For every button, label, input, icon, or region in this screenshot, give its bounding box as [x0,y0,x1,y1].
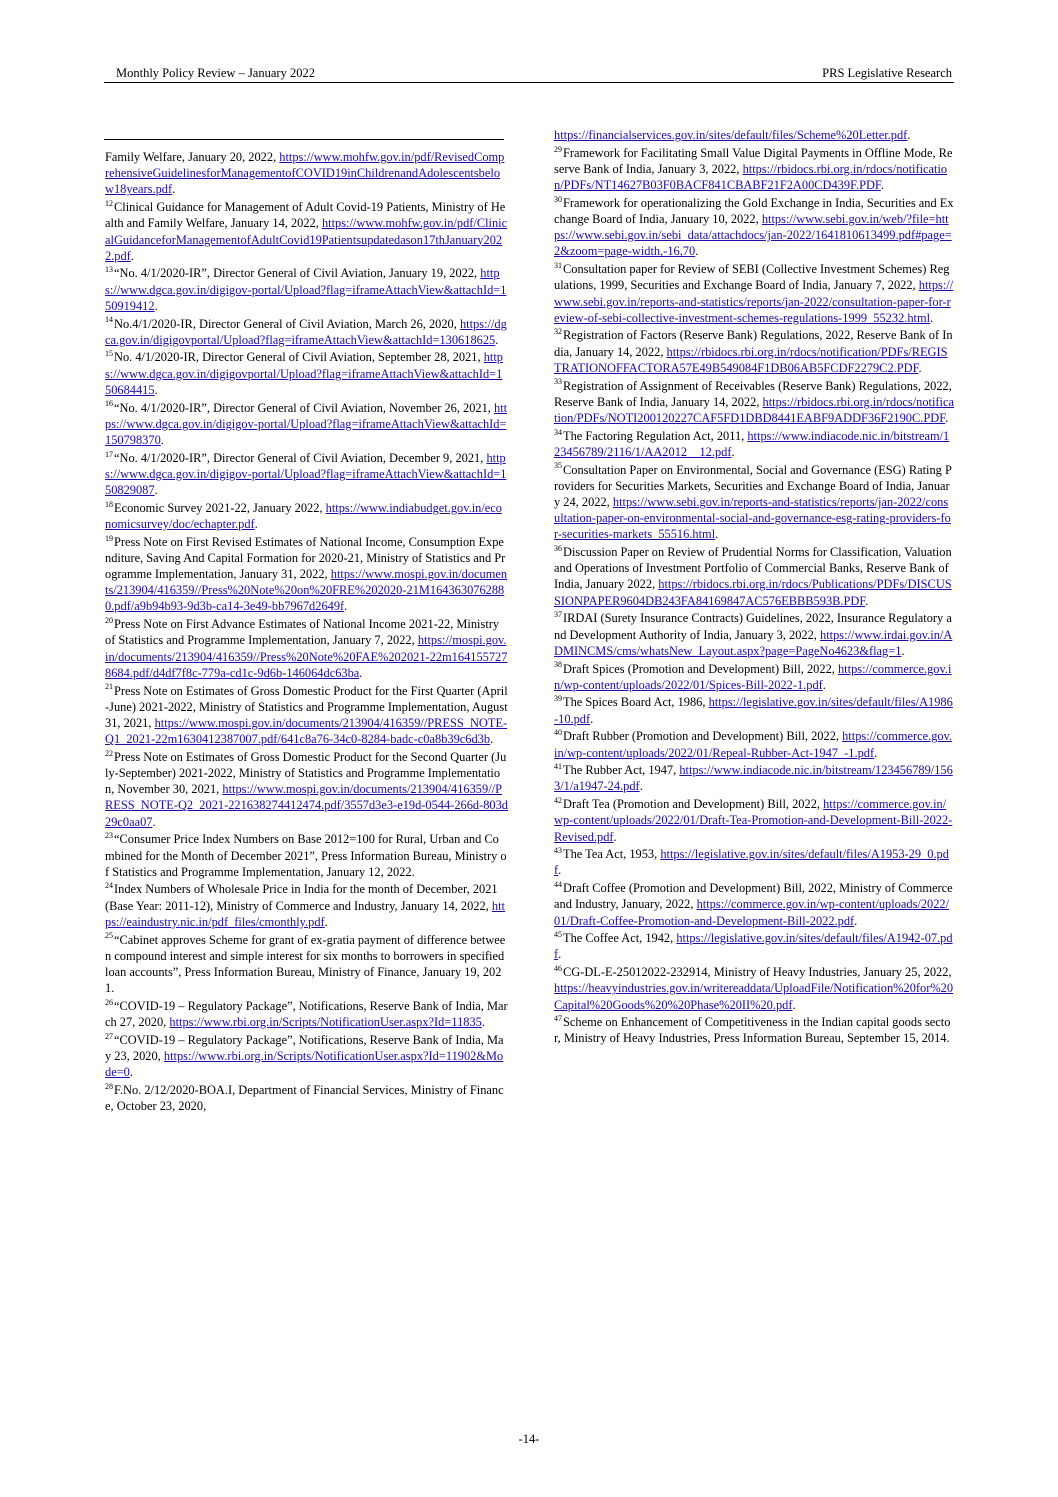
page-header [104,66,954,83]
footnote-text: Framework for Facilitating Small Value Digital Payments in Offline Mode, Reserve Bank of India, January 3, 2022, [554,145,953,176]
footnote-text: Press Note on First Revised Estimates of National Income, Consumption Expenditure, Saving And Capital Formation for 2020-21, Ministry of Statistics and Programme Implementation, January 31, 2022, [105,534,506,582]
footnote-link[interactable]: https://www.indiabudget.gov.in/economicsurvey/doc/echapter.pdf [105,500,502,531]
footnote-link[interactable]: https://www.mohfw.gov.in/pdf/ClinicalGuidanceforManagementofAdultCovid19Patientsupdatedason17thJanuary2022.pdf [105,216,508,263]
footnote-22 [105,749,508,830]
header-organization: PRS Legislative Research [822,66,952,80]
footnote-link[interactable]: https://dgca.gov.in/digigovportal/Upload?flag=iframeAttachView&attachId=130618625 [105,316,507,347]
footnote-end-punctuation: . [154,382,158,397]
footnote-number: 18 [105,499,113,509]
footnote-end-punctuation: . [160,432,164,447]
footnote-number: 33 [554,377,562,387]
footnote-24 [105,881,508,930]
footnote-link[interactable]: https://commerce.gov.in/wp-content/uploads/2022/01/Spices-Bill-2022-1.pdf [554,661,952,692]
footnote-end-punctuation: . [558,947,562,962]
footnote-number: 19 [105,533,113,543]
footnote-link[interactable]: https://commerce.gov.in/wp-content/uploads/2022/01/Draft-Tea-Promotion-and-Development-Bill-2022-Revised.pdf [554,797,953,844]
footnote-link[interactable]: https://www.mospi.gov.in/documents/213904/416359//Press%20Note%20on%20FRE%202020-21M1643630762880.pdf/a9b94b93-9d3b-ca14-3e49-bb7967d2649f [105,567,508,614]
footnote-text: Scheme on Enhancement of Competitiveness in the Indian capital goods sector, Ministry of Heavy Industries, Press Information Bureau, September 15, 2014. [554,1015,951,1046]
footnote-link[interactable]: https://www.dgca.gov.in/digigov-portal/Upload?flag=iframeAttachView&attachId=150798370 [105,400,508,447]
footnote-link[interactable]: https://eaindustry.nic.in/pdf_files/cmonthly.pdf [105,898,506,929]
footnote-number: 43 [554,846,562,856]
footnote-end-punctuation: . [874,745,878,760]
page-number: -14- [518,1432,540,1446]
footnote-number: 21 [105,682,113,692]
footnote-link[interactable]: https://www.dgca.gov.in/digigov-portal/Upload?flag=iframeAttachView&attachId=150919412 [105,266,507,313]
footnote-44 [554,880,954,929]
footnote-27 [105,1032,508,1081]
footnote-number: 38 [554,660,562,670]
footnote-36 [554,544,954,609]
footnote-link[interactable]: https://mospi.gov.in/documents/213904/416359//Press%20Note%20FAE%202021-22m1641557278684.pdf/d4df7f8c-779a-cd1c-9d6b-146064dc63ba [105,633,508,680]
footnote-number: 36 [554,543,562,553]
footnote-link[interactable]: https://financialservices.gov.in/sites/default/files/Scheme%20Letter.pdf [554,128,908,142]
footnote-link[interactable]: https://www.mospi.gov.in/documents/213904/416359//PRESS_NOTE-Q2_2021-221638274412474.pdf/3557d3e3-e19d-0544-266d-803d29c0aa07 [105,782,509,829]
footnote-number: 29 [554,144,562,154]
footnote-37 [554,610,954,659]
footnote-number: 40 [554,728,562,738]
footnote-text: Family Welfare, January 20, 2022, [105,150,277,164]
footnote-number: 16 [105,399,113,409]
footnote-12 [105,199,508,264]
footnote-link[interactable]: https://rbidocs.rbi.org.in/rdocs/notification/PDFs/REGISTRATIONOFFACTORA57E49B549084F1DB06AB5FCDF2279C2.PDF [554,344,948,375]
footnote-text: No. 4/1/2020-IR, Director General of Civil Aviation, September 28, 2021, [114,350,481,365]
footnote-text: The Rubber Act, 1947, [563,763,677,778]
footnote-text: “COVID-19 – Regulatory Package”, Notifications, Reserve Bank of India, March 27, 2020, [105,998,508,1030]
footnote-42 [554,796,954,845]
footnote-number: 41 [554,762,562,772]
footnote-19 [105,534,508,615]
footnotes-right-column [554,127,954,1048]
footnote-end-punctuation: . [930,310,934,325]
footnote-link[interactable]: https://www.irdai.gov.in/ADMINCMS/cms/whatsNew_Layout.aspx?page=PageNo4623&flag=1 [554,627,953,658]
footnote-text: “No. 4/1/2020-IR”, Director General of Civil Aviation, November 26, 2021, [114,400,491,415]
footnote-17 [105,450,508,499]
footnote-end-punctuation: . [901,643,905,658]
footnote-text: Draft Tea (Promotion and Development) Bill, 2022, [563,797,820,812]
footnote-end-punctuation: . [154,483,158,498]
footnote-end-punctuation: . [613,829,617,844]
footnote-number: 27 [105,1031,113,1041]
footnote-text: “Consumer Price Index Numbers on Base 2012=100 for Rural, Urban and Combined for the Month of December 2021”, Press Information Bureau, Ministry of Statistics and Programme Implementation, January 12, 2022. [105,832,507,879]
footnote-43 [554,846,954,878]
footnote-text: The Tea Act, 1953, [563,847,658,862]
footnote-number: 22 [105,748,113,758]
footnote-text: Draft Coffee (Promotion and Development) Bill, 2022, Ministry of Commerce and Industry, January, 2022, [554,881,953,912]
footnote-end-punctuation: . [495,332,499,347]
footnote-end-punctuation: . [715,527,719,542]
footnote-number: 32 [554,327,562,337]
footnote-link[interactable]: https://www.rbi.org.in/Scripts/NotificationUser.aspx?Id=11835 [169,1015,482,1030]
footnote-text: Press Note on First Advance Estimates of National Income 2021-22, Ministry of Statistics and Programme Implementation, January 7, 2022, [105,617,500,648]
footnote-46 [554,964,954,1013]
footnote-link[interactable]: https://legislative.gov.in/sites/default/files/A1942-07.pdf [554,931,953,962]
footnote-link[interactable]: https://www.dgca.gov.in/digigovportal/Upload?flag=iframeAttachView&attachId=150684415 [105,350,503,397]
footnote-continued [554,127,954,143]
footnote-link[interactable]: https://legislative.gov.in/sites/default/files/A1986-10.pdf [554,695,953,726]
footnote-end-punctuation: . [792,997,796,1012]
footnote-end-punctuation: . [945,410,949,425]
footnote-40 [554,728,954,760]
footnote-text: No.4/1/2020-IR, Director General of Civil Aviation, March 26, 2020, [114,316,457,331]
footnote-separator [104,139,504,140]
footnote-end-punctuation: . [359,665,363,680]
footnote-text: Clinical Guidance for Management of Adult Covid-19 Patients, Ministry of Health and Family Welfare, January 14, 2022, [105,200,506,231]
footnote-number: 46 [554,964,562,974]
footnote-text: Consultation paper for Review of SEBI (Collective Investment Schemes) Regulations, 1999, Securities and Exchange Board of India, January 7, 2022, [554,262,950,293]
footnote-text: “Cabinet approves Scheme for grant of ex-gratia payment of difference between compound interest and simple interest for six months to borrowers in specified loan accounts”, Press Information Bureau, Ministry of Finance, January 19, 2021. [105,932,506,996]
footnote-link[interactable]: https://www.mospi.gov.in/documents/213904/416359//PRESS_NOTE-Q1_2021-22m1630412387007.pdf/641c8a76-34c0-8284-badc-c0a8b39c6d3b [105,715,508,747]
footnote-26 [105,998,508,1030]
footnote-end-punctuation: . [490,732,494,747]
footnote-end-punctuation: . [130,248,134,263]
footnote-number: 24 [105,881,113,891]
footnote-text: The Coffee Act, 1942, [563,931,674,946]
footnote-14 [105,316,508,348]
footnote-end-punctuation: . [695,244,699,259]
footnote-31 [554,261,954,326]
footnote-39 [554,694,954,726]
footnote-end-punctuation: . [822,677,826,692]
footnote-text: Draft Rubber (Promotion and Development) Bill, 2022, [563,729,839,744]
footnote-number: 17 [105,449,113,459]
footnote-text: “No. 4/1/2020-IR”, Director General of Civil Aviation, January 19, 2022, [114,266,478,281]
footnote-end-punctuation: . [865,593,869,608]
footnote-text: Draft Spices (Promotion and Development) Bill, 2022, [563,661,835,676]
footnote-link[interactable]: https://legislative.gov.in/sites/default/files/A1953-29_0.pdf [554,847,949,878]
footnote-end-punctuation: . [918,360,922,375]
footnote-end-punctuation: . [172,182,176,197]
footnote-21 [105,683,508,748]
footnote-link[interactable]: https://rbidocs.rbi.org.in/rdocs/notification/PDFs/NOTI200120227CAF5FD1DBD8441EABF9ADDF36F2190C.PDF [554,394,955,425]
footnote-end-punctuation: . [154,298,158,313]
footnote-text: Press Note on Estimates of Gross Domestic Product for the Second Quarter (July-September) 2021-2022, Ministry of Statistics and Programme Implementation, November 30, 2021, [105,749,507,797]
footnote-end-punctuation: . [129,1065,133,1080]
footnote-end-punctuation: . [254,516,258,531]
footnote-text: Economic Survey 2021-22, January 2022, [114,500,323,515]
footnote-end-punctuation: . [344,599,348,614]
footnote-13 [105,265,508,314]
footnote-number: 30 [554,194,562,204]
footnote-link[interactable]: https://www.dgca.gov.in/digigov-portal/Upload?flag=iframeAttachView&attachId=150829087 [105,450,507,498]
footnote-link[interactable]: https://www.sebi.gov.in/reports-and-statistics/reports/jan-2022/consultation-paper-for-review-of-sebi-collective-investment-schemes-regulations-1999_55232.html [554,278,954,325]
footnote-number: 42 [554,796,562,805]
footnote-link[interactable]: https://www.indiacode.nic.in/bitstream/123456789/1563/1/a1947-24.pdf [554,763,953,794]
footnote-text: Framework for operationalizing the Gold Exchange in India, Securities and Exchange Board of India, January 10, 2022, [554,195,954,227]
footnote-text: Consultation Paper on Environmental, Social and Governance (ESG) Rating Providers for Securities Markets, Securities and Exchange Board of India, January 24, 2022, [554,462,952,509]
footnote-38 [554,661,954,693]
footnote-text: “COVID-19 – Regulatory Package”, Notifications, Reserve Bank of India, May 23, 2020, [105,1032,504,1063]
footnote-link[interactable]: https://rbidocs.rbi.org.in/rdocs/notification/PDFs/NT14627B03F0BACF841CBABF21F2A00CD439F.PDF [554,161,948,193]
footnote-text: The Factoring Regulation Act, 2011, [563,428,745,443]
footnote-link[interactable]: https://heavyindustries.gov.in/writereaddata/UploadFile/Notification%20for%20Capital%20Goods%20%20Phase%20II%20.pdf [554,981,954,1012]
footnote-link[interactable]: https://commerce.gov.in/wp-content/uploads/2022/01/Repeal-Rubber-Act-1947_-1.pdf [554,729,953,760]
footnote-end-punctuation: . [854,913,858,928]
footnote-45 [554,930,954,962]
footnote-number: 12 [105,198,113,208]
footnote-end-punctuation: . [731,444,735,459]
footnote-text: Registration of Assignment of Receivables (Reserve Bank) Regulations, 2022, Reserve Bank of India, January 14, 2022, [554,378,952,409]
footnote-29 [554,145,954,194]
footnote-text: The Spices Board Act, 1986, [563,695,706,710]
footnotes-left-column [105,149,508,1116]
footnote-number: 28 [105,1081,113,1091]
footnote-text: F.No. 2/12/2020-BOA.I, Department of Financial Services, Ministry of Finance, October 23, 2020, [105,1082,504,1114]
footnote-number: 31 [554,261,562,270]
footnote-30 [554,195,954,260]
footnote-number: 14 [105,315,113,325]
footnote-15 [105,349,508,398]
footnote-35 [554,462,954,543]
footnote-end-punctuation: . [590,711,594,726]
footnote-33 [554,378,954,427]
footnote-end-punctuation: . [152,814,156,829]
footnote-25 [105,932,508,997]
footnote-number: 47 [554,1014,562,1024]
footnote-number: 15 [105,349,113,359]
footnote-number: 25 [105,931,113,941]
footnote-number: 26 [105,997,113,1007]
footnote-number: 37 [554,610,562,620]
footnote-text: Registration of Factors (Reserve Bank) Regulations, 2022, Reserve Bank of India, January 14, 2022, [554,328,953,359]
footnote-number: 39 [554,694,562,704]
footnote-end-punctuation: . [907,128,911,142]
footnote-end-punctuation: . [639,779,643,794]
footnote-41 [554,762,954,794]
header-title: Monthly Policy Review – January 2022 [116,66,315,80]
footnote-23 [105,831,508,880]
footnote-link[interactable]: https://www.indiacode.nic.in/bitstream/123456789/2116/1/AA2012__12.pdf [554,428,950,459]
footnote-end-punctuation: . [324,914,328,929]
footnote-text: Index Numbers of Wholesale Price in India for the month of December, 2021(Base Year: 2011-12), Ministry of Commerce and Industry, January 14, 2022, [105,882,498,913]
footnote-link[interactable]: https://www.sebi.gov.in/web/?file=https://www.sebi.gov.in/sebi_data/attachdocs/jan-2022/1641810613499.pdf#page=2&zoom=page-width,-16,70 [554,212,952,259]
footnote-number: 35 [554,461,562,471]
footnote-number: 34 [554,427,562,437]
footnote-32 [554,327,954,376]
footnote-end-punctuation: . [880,178,884,193]
footnote-text: Press Note on Estimates of Gross Domestic Product for the First Quarter (April-June) 2021-2022, Ministry of Statistics and Programme Implementation, August 31, 2021, [105,683,508,730]
footnote-number: 20 [105,616,113,626]
footnote-16 [105,400,508,449]
footnote-number: 45 [554,930,562,940]
footnote-continued [105,149,508,198]
footnote-47 [554,1014,954,1046]
footnote-34 [554,428,954,460]
footnote-end-punctuation: . [558,863,562,878]
footnote-link[interactable]: https://www.mohfw.gov.in/pdf/RevisedComprehensiveGuidelinesforManagementofCOVID19inChildrenandAdolescentsbelow18years.pdf [105,150,505,197]
footnote-number: 44 [554,880,562,890]
footnote-number: 13 [105,265,113,275]
footnote-28 [105,1082,508,1114]
footnote-18 [105,500,508,532]
footnote-text: Discussion Paper on Review of Prudential Norms for Classification, Valuation and Operations of Investment Portfolio of Commercial Banks, Reserve Bank of India, January 2022, [554,545,952,592]
footnote-link[interactable]: https://www.rbi.org.in/Scripts/NotificationUser.aspx?Id=11902&Mode=0 [105,1048,504,1080]
footnote-number: 23 [105,831,113,841]
footnote-text: “No. 4/1/2020-IR”, Director General of Civil Aviation, December 9, 2021, [114,450,484,465]
footnote-text: CG-DL-E-25012022-232914, Ministry of Heavy Industries, January 25, 2022, [563,965,952,980]
footnote-20 [105,616,508,681]
footnote-text: IRDAI (Surety Insurance Contracts) Guidelines, 2022, Insurance Regulatory and Development Authority of India, January 3, 2022, [554,611,952,642]
footnote-link[interactable]: https://www.sebi.gov.in/reports-and-statistics/reports/jan-2022/consultation-paper-on-environmental-social-and-governance-esg-rating-providers-for-securities-markets_55516.html [554,494,951,542]
footnote-link[interactable]: https://rbidocs.rbi.org.in/rdocs/Publications/PDFs/DISCUSSIONPAPER9604DB243FA84169847AC576EBBB593B.PDF [554,577,952,608]
footnote-link[interactable]: https://commerce.gov.in/wp-content/uploads/2022/01/Draft-Coffee-Promotion-and-Development-Bill-2022.pdf [554,897,950,928]
footnote-end-punctuation: . [481,1015,485,1030]
